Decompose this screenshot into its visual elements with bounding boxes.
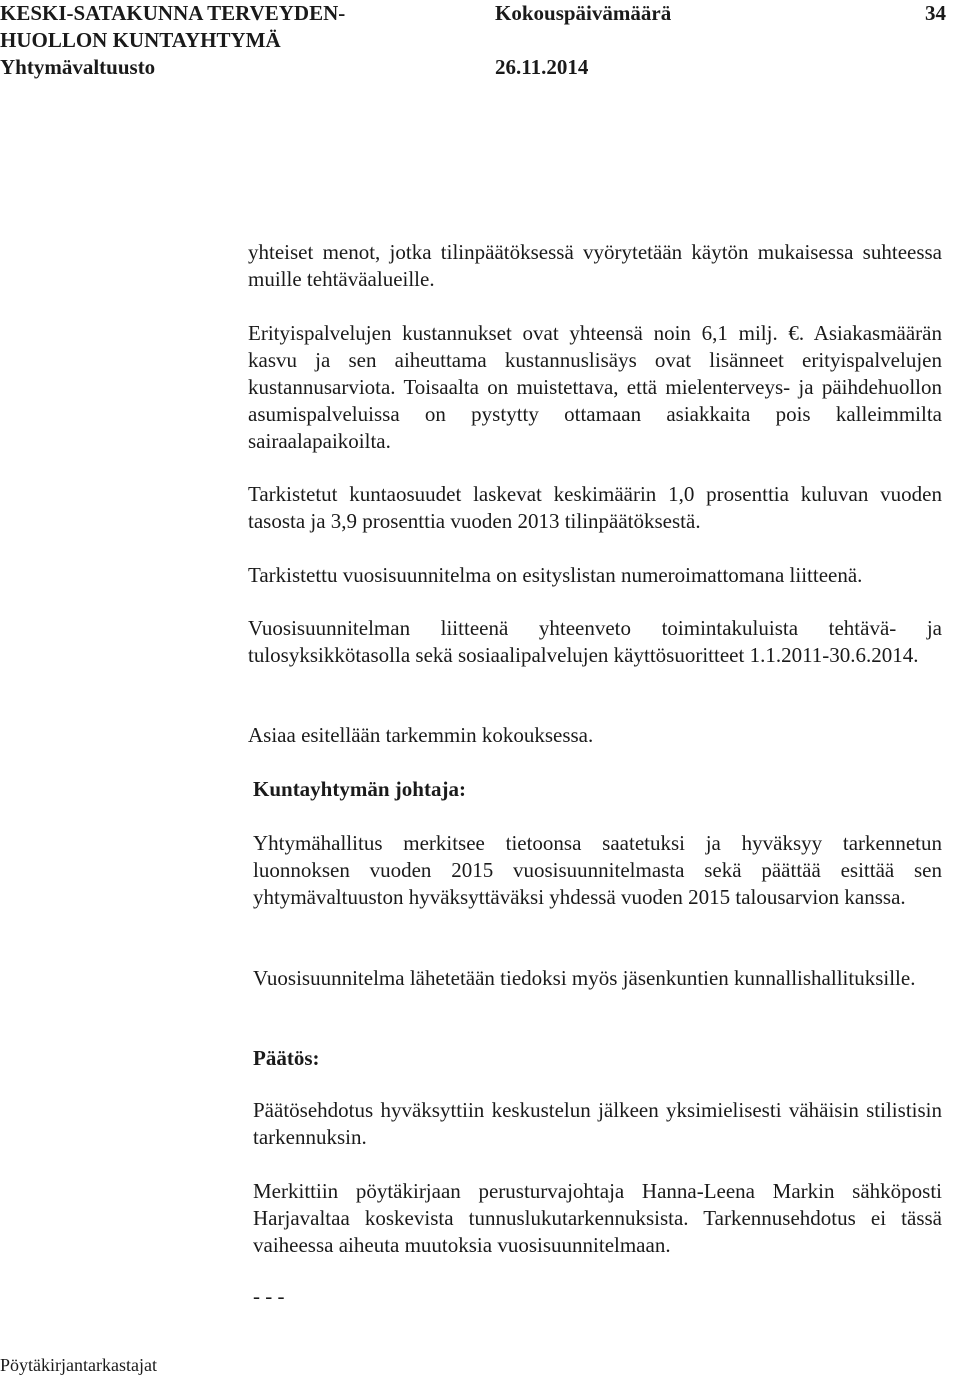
- heading-decision: Päätös:: [253, 1046, 320, 1070]
- page-header: [0, 0, 960, 90]
- paragraph-municipal-shares: Tarkistetut kuntaosuudet laskevat keskimäärin 1,0 prosenttia kuluvan vuoden tasosta ja 3,9 prosenttia vuoden 2013 tilinpäätöksestä.: [248, 482, 942, 533]
- footer-reviewers-label: Pöytäkirjantarkastajat: [0, 1355, 157, 1375]
- organization-line-2: HUOLLON KUNTAYHTYMÄ: [0, 28, 281, 52]
- paragraph-distribution: Vuosisuunnitelma lähetetään tiedoksi myös jäsenkuntien kunnallishallituksille.: [253, 966, 916, 990]
- meeting-body: Yhtymävaltuusto: [0, 55, 156, 79]
- meeting-date-block: [495, 0, 671, 81]
- paragraph-attachment-note: Tarkistettu vuosisuunnitelma on esityslistan numeroimattomana liitteenä.: [248, 563, 863, 587]
- paragraph-presented: Asiaa esitellään tarkemmin kokouksessa.: [248, 723, 594, 747]
- meeting-date-label: Kokouspäivämäärä: [495, 1, 672, 25]
- organization-line-1: KESKI-SATAKUNNA TERVEYDEN-: [0, 1, 346, 25]
- paragraph-shared-costs: yhteiset menot, jotka tilinpäätöksessä vyörytetään käytön mukaisessa suhteessa muille tehtäväalueille.: [248, 240, 942, 291]
- heading-director-proposal: Kuntayhtymän johtaja:: [253, 777, 466, 801]
- page-number: 34: [925, 1, 946, 25]
- organization-name: [0, 0, 470, 81]
- paragraph-decision: Päätösehdotus hyväksyttiin keskustelun jälkeen yksimielisesti vähäisin stilistisin tarkennuksin.: [253, 1098, 942, 1149]
- paragraph-minutes-note: Merkittiin pöytäkirjaan perusturvajohtaja Hanna-Leena Markin sähköposti Harjavaltaa koskevista tunnuslukutarkennuksista. Tarkennusehdotus ei tässä vaiheessa aiheuta muutoksia vuosisuunnitelmaan.: [253, 1179, 942, 1257]
- paragraph-proposal: Yhtymähallitus merkitsee tietoonsa saatetuksi ja hyväksyy tarkennetun luonnoksen vuoden 2015 vuosisuunnitelmasta sekä päättää esittää sen yhtymävaltuuston hyväksyttäväksi yhdessä vuoden 2015 talousarvion kanssa.: [253, 831, 942, 909]
- meeting-date-value: 26.11.2014: [495, 55, 589, 79]
- paragraph-attachment-summary: Vuosisuunnitelman liitteenä yhteenveto toimintakuluista tehtävä- ja tulosyksikkötasolla sekä sosiaalipalvelujen käyttösuoritteet 1.1.2011-30.6.2014.: [248, 616, 942, 667]
- section-separator: - - -: [253, 1284, 285, 1308]
- paragraph-special-services: Erityispalvelujen kustannukset ovat yhteensä noin 6,1 milj. €. Asiakasmäärän kasvu ja sen aiheuttama kustannuslisäys ovat lisänneet erityispalvelujen kustannusarviota. Toisaalta on muistettava, että mielenterveys- ja päihdehuollon asumispalveluissa on pystytty ottamaan asiakkaita pois kalleimmilta sairaalapaikoilta.: [248, 321, 942, 453]
